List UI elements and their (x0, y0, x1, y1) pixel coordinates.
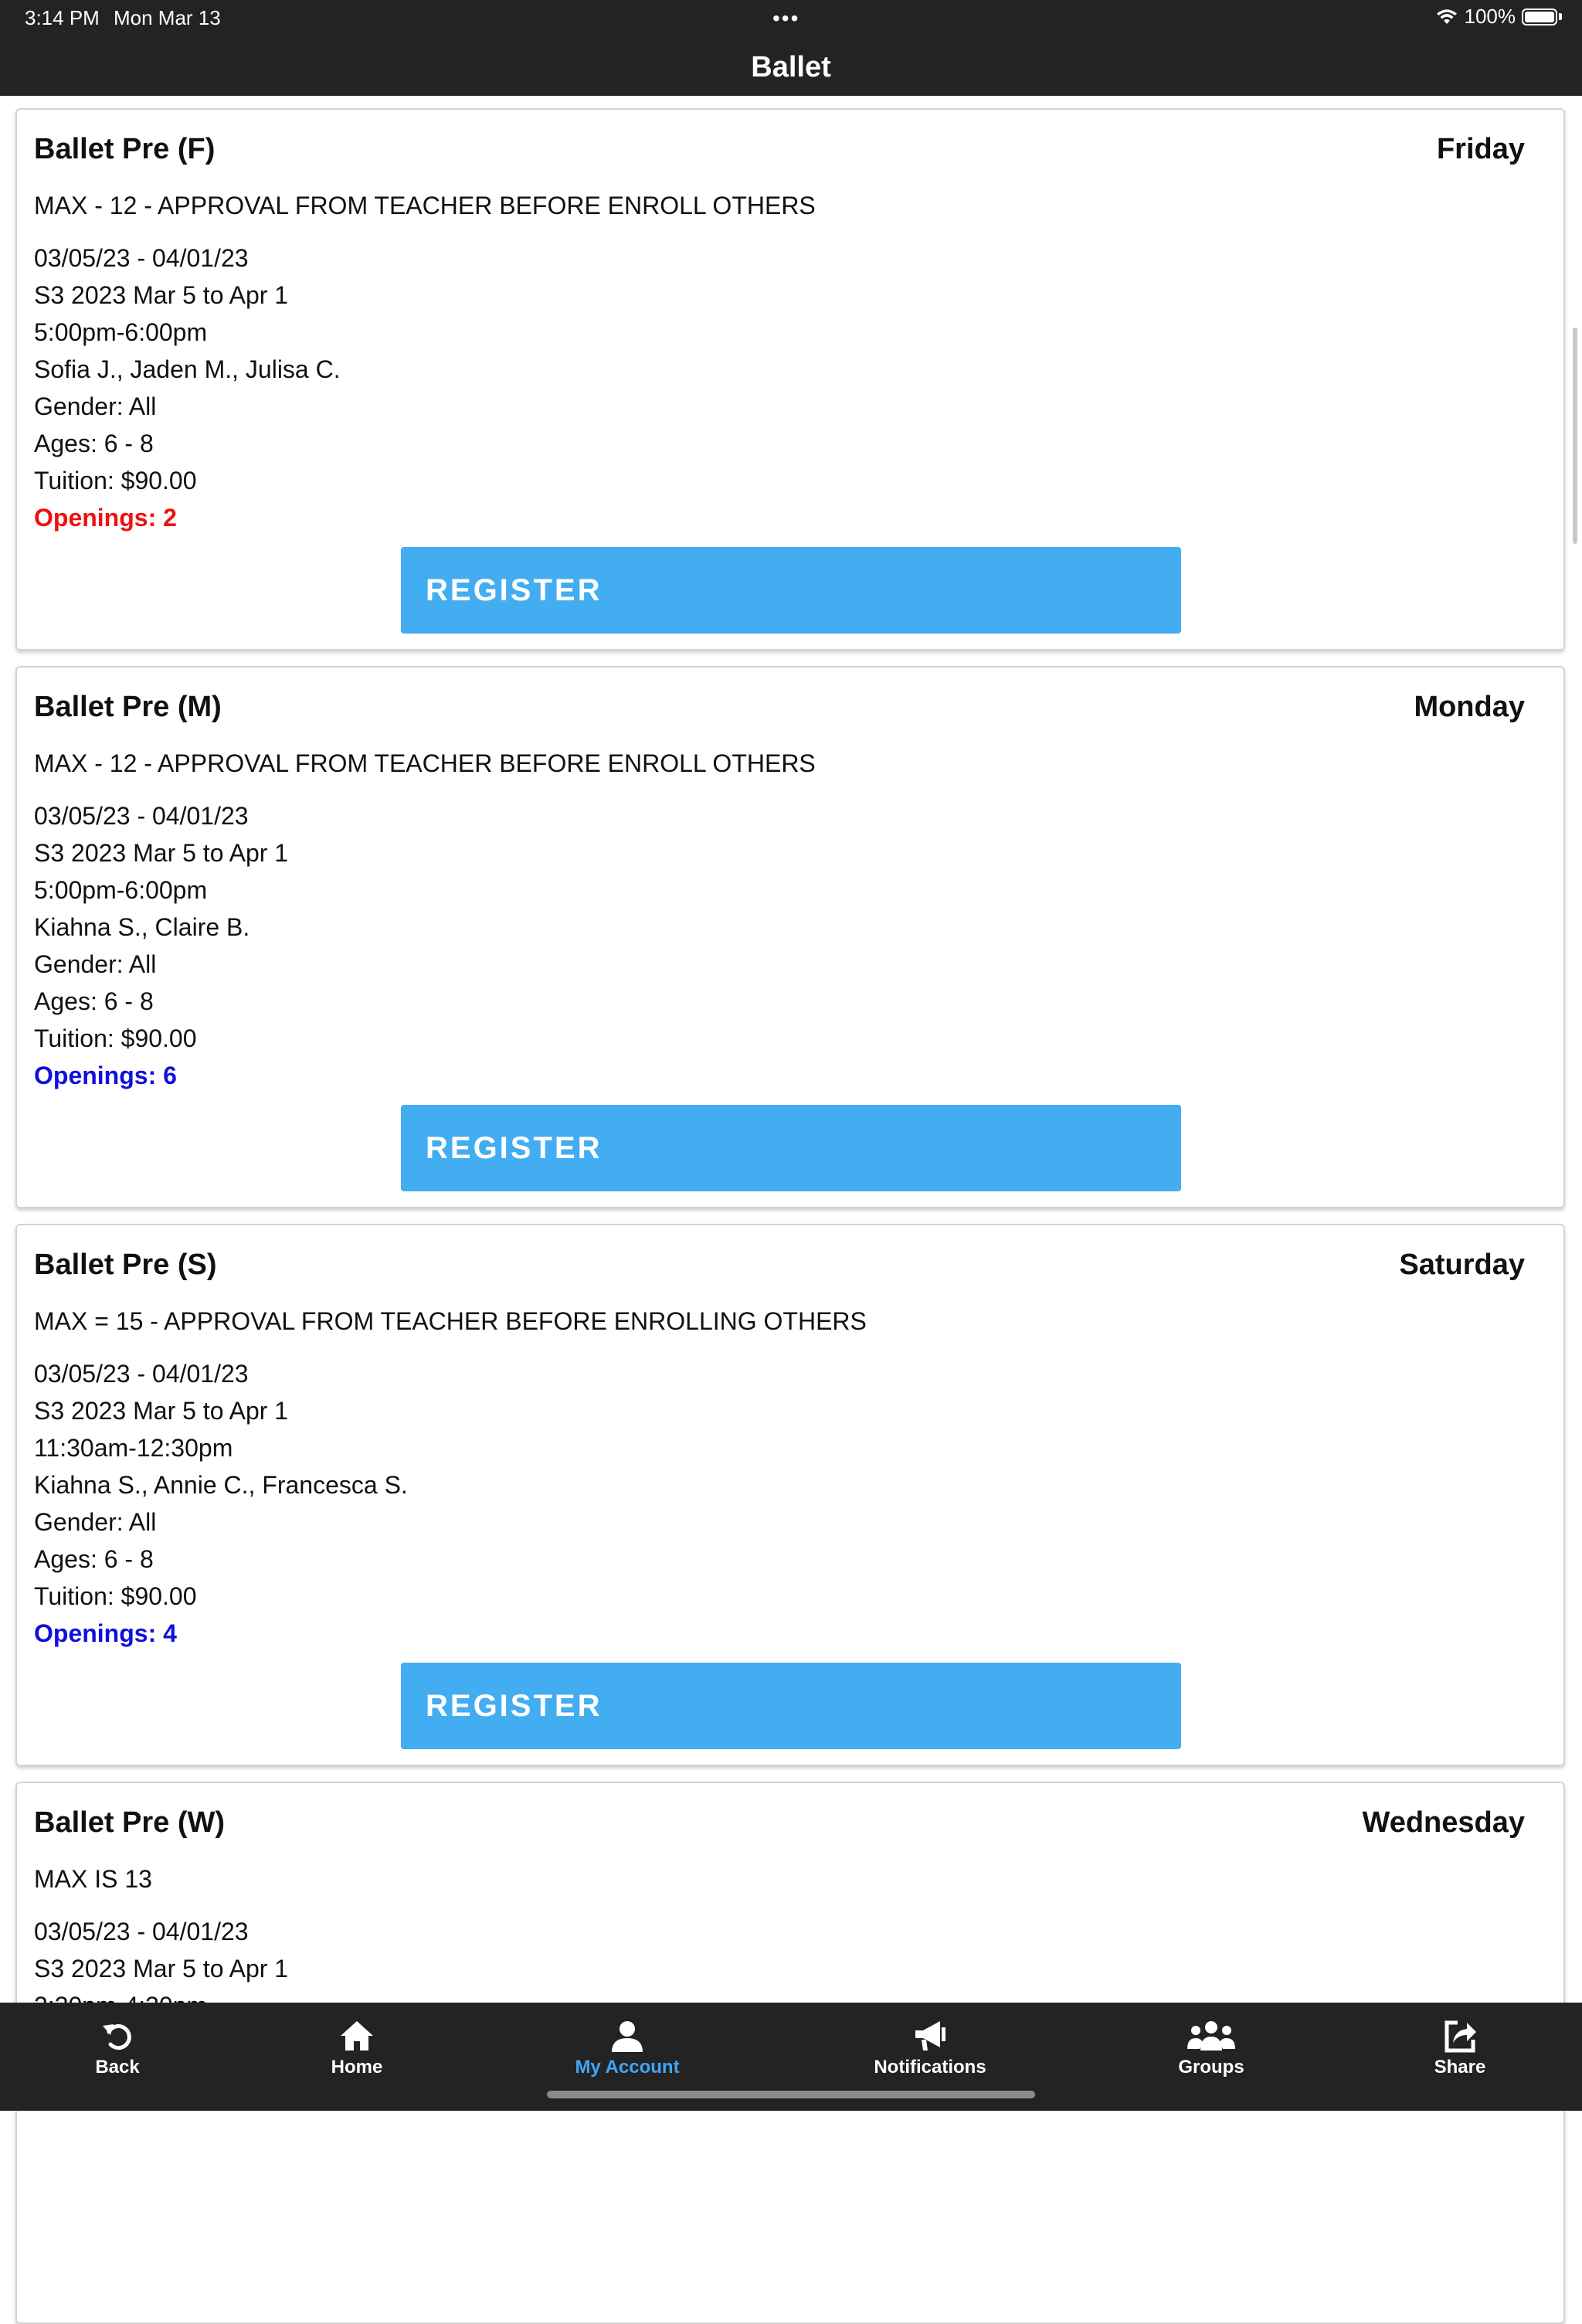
tab-groups[interactable] (1126, 2018, 1296, 2078)
class-session: S3 2023 Mar 5 to Apr 1 (34, 281, 289, 309)
class-openings: Openings: 2 (34, 504, 177, 532)
class-card (15, 108, 1565, 651)
class-instructors: Kiahna S., Claire B. (34, 913, 250, 941)
top-bar (0, 0, 1582, 96)
class-dates: 03/05/23 - 04/01/23 (34, 802, 249, 830)
class-gender: Gender: All (34, 950, 157, 978)
battery-icon (1522, 8, 1557, 25)
register-button[interactable]: REGISTER (401, 1105, 1181, 1191)
class-tuition: Tuition: $90.00 (34, 1582, 197, 1610)
scrollbar[interactable] (1573, 328, 1577, 544)
class-name: Ballet Pre (S) (34, 1249, 217, 1281)
class-card (15, 666, 1565, 1208)
class-dates: 03/05/23 - 04/01/23 (34, 244, 249, 272)
class-note: MAX - 12 - APPROVAL FROM TEACHER BEFORE ENROLL OTHERS (34, 749, 816, 777)
tab-label: My Account (575, 2057, 680, 2078)
class-time: 5:00pm-6:00pm (34, 876, 208, 904)
class-ages: Ages: 6 - 8 (34, 1545, 154, 1573)
class-session: S3 2023 Mar 5 to Apr 1 (34, 1955, 289, 1983)
class-list[interactable] (0, 96, 1582, 2003)
tab-label: Notifications (874, 2057, 986, 2078)
share-icon (1442, 2018, 1478, 2054)
class-time: 11:30am-12:30pm (34, 1434, 233, 1462)
class-card (15, 1224, 1565, 1766)
class-note: MAX = 15 - APPROVAL FROM TEACHER BEFORE ENROLLING OTHERS (34, 1307, 867, 1335)
class-ages: Ages: 6 - 8 (34, 430, 154, 457)
tab-notifications[interactable] (845, 2018, 1015, 2078)
class-openings: Openings: 6 (34, 1062, 177, 1089)
status-indicators (1435, 5, 1563, 29)
groups-icon (1186, 2018, 1237, 2054)
tab-share[interactable] (1375, 2018, 1545, 2078)
class-dates: 03/05/23 - 04/01/23 (34, 1918, 249, 1945)
class-tuition: Tuition: $90.00 (34, 1024, 197, 1052)
class-instructors: Sofia J., Jaden M., Julisa C. (34, 355, 341, 383)
status-date: Mon Mar 13 (114, 6, 221, 29)
home-icon (339, 2018, 375, 2054)
class-gender: Gender: All (34, 1508, 157, 1536)
home-indicator[interactable] (547, 2091, 1035, 2098)
class-openings: Openings: 4 (34, 1619, 177, 1647)
class-instructors: Kiahna S., Annie C., Francesca S. (34, 1471, 408, 1499)
account-icon (609, 2018, 645, 2054)
class-details (34, 797, 288, 1094)
class-note: MAX IS 13 (34, 1865, 152, 1893)
class-dates: 03/05/23 - 04/01/23 (34, 1360, 249, 1388)
register-button[interactable]: REGISTER (401, 547, 1181, 634)
register-button[interactable]: REGISTER (401, 1663, 1181, 1749)
class-name: Ballet Pre (F) (34, 133, 216, 165)
class-day: Saturday (1399, 1249, 1525, 1281)
wifi-icon (1435, 8, 1458, 25)
class-gender: Gender: All (34, 392, 157, 420)
class-session: S3 2023 Mar 5 to Apr 1 (34, 839, 289, 867)
tab-label: Back (95, 2057, 140, 2078)
class-tuition: Tuition: $90.00 (34, 467, 197, 494)
megaphone-icon (912, 2018, 948, 2054)
class-note: MAX - 12 - APPROVAL FROM TEACHER BEFORE ENROLL OTHERS (34, 192, 816, 219)
class-details (34, 1355, 408, 1652)
class-name: Ballet Pre (W) (34, 1806, 226, 1839)
status-time: 3:14 PM (25, 6, 100, 29)
class-ages: Ages: 6 - 8 (34, 987, 154, 1015)
back-icon (100, 2018, 135, 2054)
class-session: S3 2023 Mar 5 to Apr 1 (34, 1397, 289, 1425)
multitasking-dots-icon[interactable]: ••• (772, 6, 800, 30)
tab-back[interactable] (32, 2018, 202, 2078)
tab-label: Home (331, 2057, 383, 2078)
battery-percent: 100% (1464, 5, 1516, 28)
class-day: Monday (1414, 691, 1525, 723)
tab-my-account[interactable] (542, 2018, 712, 2078)
tab-label: Groups (1178, 2057, 1244, 2078)
class-details (34, 240, 341, 536)
class-day: Friday (1436, 133, 1525, 165)
class-name: Ballet Pre (M) (34, 691, 222, 723)
class-time: 5:00pm-6:00pm (34, 318, 208, 346)
tab-label: Share (1434, 2057, 1486, 2078)
page-title: Ballet (751, 51, 831, 83)
tab-home[interactable] (272, 2018, 442, 2078)
class-day: Wednesday (1362, 1806, 1525, 1839)
